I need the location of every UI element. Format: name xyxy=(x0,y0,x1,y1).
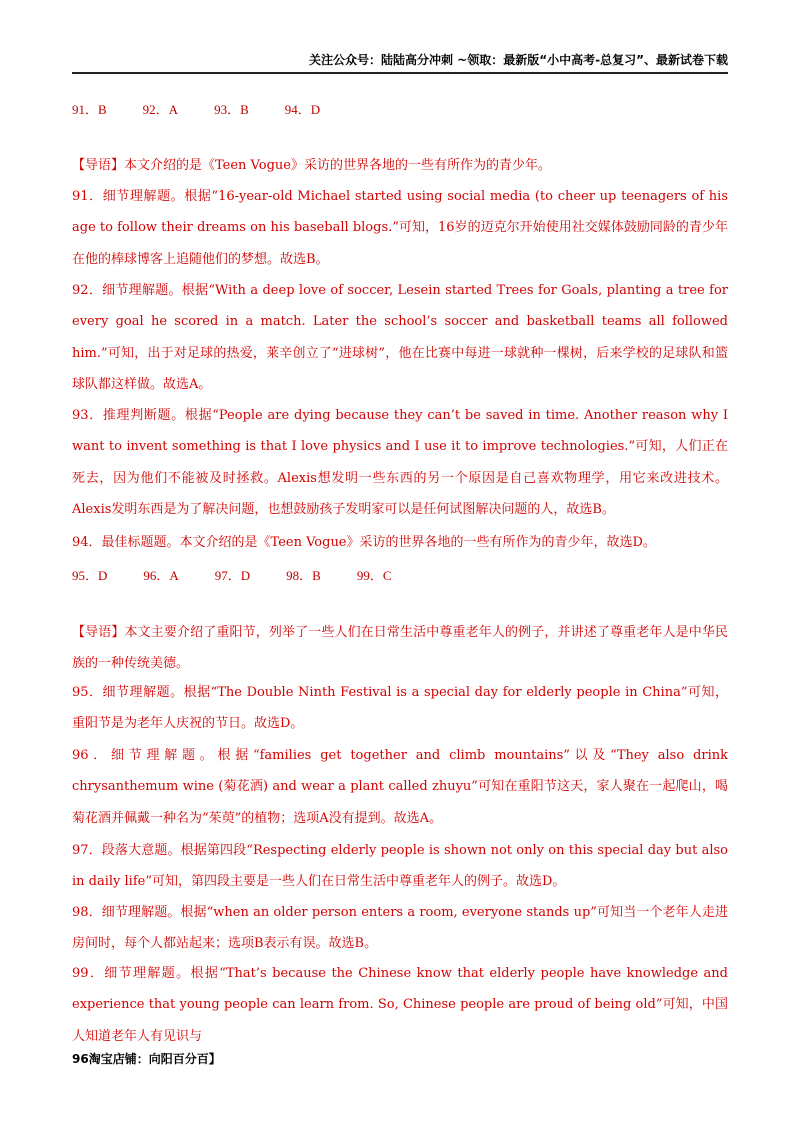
page-header: 关注公众号：陆陆高分冲刺 ~领取：最新版“小中高考-总复习”、最新试卷下载 xyxy=(72,50,728,74)
answer-key-item: 94．D xyxy=(284,102,321,117)
explanation-q99: 99．细节理解题。根据“That’s because the Chinese know that elderly people have knowledge and experience that young people can learn from. So, Chinese people are proud of being old”可知，中国人知道老年人有见识与 xyxy=(72,966,728,1044)
explanation-q93: 93．推理判断题。根据“People are dying because they can’t be saved in time. Another reason why I want to invent something is that I love physics and I use it to improve technologies.”可知，人们正在死去，因为他们不能被及时拯救。Alexis想发明一些东西的另一个原因是自己喜欢物理学，用它来改进技术。Alexis发明东西是为了解决问题，也想鼓励孩子发明家可以是任何试图解决问题的人，故选B。 xyxy=(72,408,728,518)
explanation-q96: 96．细节理解题。根据“families get together and climb mountains”以及“They also drink chrysanthemum wine (菊花酒) and wear a plant called zhuyu”可知在重阳节这天，家人聚在一起爬山，喝菊花酒并佩戴一种名为“茱萸”的植物；选项A没有提到。故选A。 xyxy=(72,748,728,826)
answer-key-item: 96．A xyxy=(143,568,179,583)
answer-key-row-2 xyxy=(72,565,428,584)
answer-key-item: 97．D xyxy=(214,568,251,583)
explanation-q97: 97．段落大意题。根据第四段“Respecting elderly people is shown not only on this special day but also in daily life”可知，第四段主要是一些人们在日常生活中尊重老年人的例子。故选D。 xyxy=(72,843,728,890)
answer-key-item: 95．D xyxy=(72,568,108,583)
answer-key-item: 99．C xyxy=(356,568,392,583)
passage-1-intro: 【导语】本文介绍的是《Teen Vogue》采访的世界各地的一些有所作为的青少年。 xyxy=(72,158,551,173)
answer-key-item: 92．A xyxy=(142,102,179,117)
explanation-q92: 92．细节理解题。根据“With a deep love of soccer, Lesein started Trees for Goals, planting a tree for every goal he scored in a match. Later the school’s soccer and basketball teams all followed him.”可知，出于对足球的热爱，莱辛创立了“进球树”，他在比赛中每进一球就种一棵树，后来学校的足球队和篮球队都这样做。故选A。 xyxy=(72,283,728,393)
explanation-q94: 94．最佳标题题。本文介绍的是《Teen Vogue》采访的世界各地的一些有所作为的青少年，故选D。 xyxy=(72,535,656,550)
answer-key-item: 91．B xyxy=(72,102,107,117)
passage-2-intro: 【导语】本文主要介绍了重阳节，列举了一些人们在日常生活中尊重老年人的例子，并讲述了尊重老年人是中华民族的一种传统美德。 xyxy=(72,625,728,672)
explanation-q98: 98．细节理解题。根据“when an older person enters a room, everyone stands up”可知当一个老年人走进房间时，每个人都站起来；选项B表示有误。故选B。 xyxy=(72,905,728,952)
answer-key-row-1 xyxy=(72,99,356,118)
page-footer: 96淘宝店铺：向阳百分百】 xyxy=(72,1052,221,1066)
answer-key-item: 93．B xyxy=(214,102,249,117)
answer-key-item: 98．B xyxy=(286,568,321,583)
explanation-q95: 95．细节理解题。根据“The Double Ninth Festival is a special day for elderly people in China”可知，重阳节是为老年人庆祝的节日。故选D。 xyxy=(72,685,728,732)
explanation-q91: 91．细节理解题。根据“16-year-old Michael started using social media (to cheer up teenagers of his age to follow their dreams on his baseball blogs.”可知，16岁的迈克尔开始使用社交媒体鼓励同龄的青少年在他的棒球博客上追随他们的梦想。故选B。 xyxy=(72,189,728,267)
